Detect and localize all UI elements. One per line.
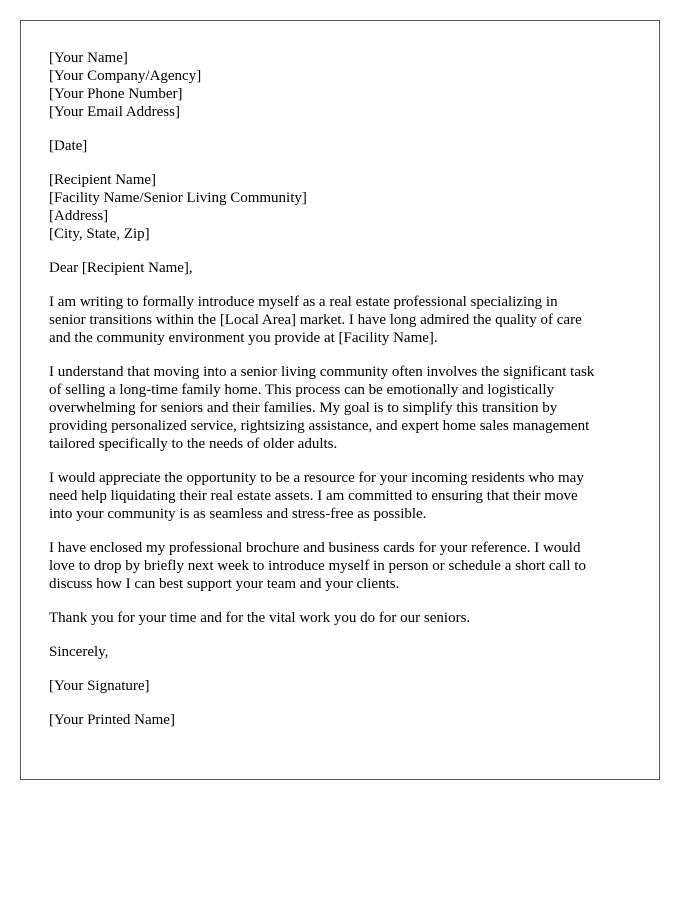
- recipient-block: [49, 171, 639, 243]
- salutation-block: [49, 259, 639, 277]
- body-paragraph-5: Thank you for your time and for the vital work you do for our seniors.: [49, 610, 471, 626]
- closing: Sincerely,: [49, 644, 109, 660]
- date-block: [49, 137, 639, 155]
- recipient-facility: [Facility Name/Senior Living Community]: [49, 190, 307, 206]
- sender-name: [Your Name]: [49, 50, 128, 66]
- body-paragraph-2: I understand that moving into a senior living community often involves the significant task of selling a long-time family home. This process can be emotionally and logistically overwhelming for seniors and their families. My goal is to simplify this transition by providing personalized service, rightsizing assistance, and expert home sales management tailored specifically to the needs of older adults.: [49, 364, 595, 452]
- letter-content: [49, 49, 639, 745]
- closing-block: [49, 643, 639, 661]
- printed-name: [Your Printed Name]: [49, 712, 175, 728]
- letter-date: [Date]: [49, 138, 88, 154]
- signature-block: [49, 677, 639, 695]
- letter-page: [20, 20, 660, 780]
- recipient-city-state-zip: [City, State, Zip]: [49, 226, 150, 242]
- signature: [Your Signature]: [49, 678, 150, 694]
- sender-block: [49, 49, 639, 121]
- body-paragraph-1: I am writing to formally introduce myself as a real estate professional specializing in senior transitions within the [Local Area] market. I have long admired the quality of care and the community environment you provide at [Facility Name].: [49, 294, 582, 346]
- printed-name-block: [49, 711, 639, 729]
- salutation: Dear [Recipient Name],: [49, 260, 193, 276]
- sender-email: [Your Email Address]: [49, 104, 180, 120]
- recipient-address: [Address]: [49, 208, 109, 224]
- sender-company: [Your Company/Agency]: [49, 68, 202, 84]
- body-paragraph-3: I would appreciate the opportunity to be a resource for your incoming residents who may need help liquidating their real estate assets. I am committed to ensuring that their move into your community is as seamless and stress-free as possible.: [49, 470, 584, 522]
- recipient-name: [Recipient Name]: [49, 172, 157, 188]
- sender-phone: [Your Phone Number]: [49, 86, 183, 102]
- body-paragraph-4: I have enclosed my professional brochure and business cards for your reference. I would love to drop by briefly next week to introduce myself in person or schedule a short call to discuss how I can best support your team and your clients.: [49, 540, 586, 592]
